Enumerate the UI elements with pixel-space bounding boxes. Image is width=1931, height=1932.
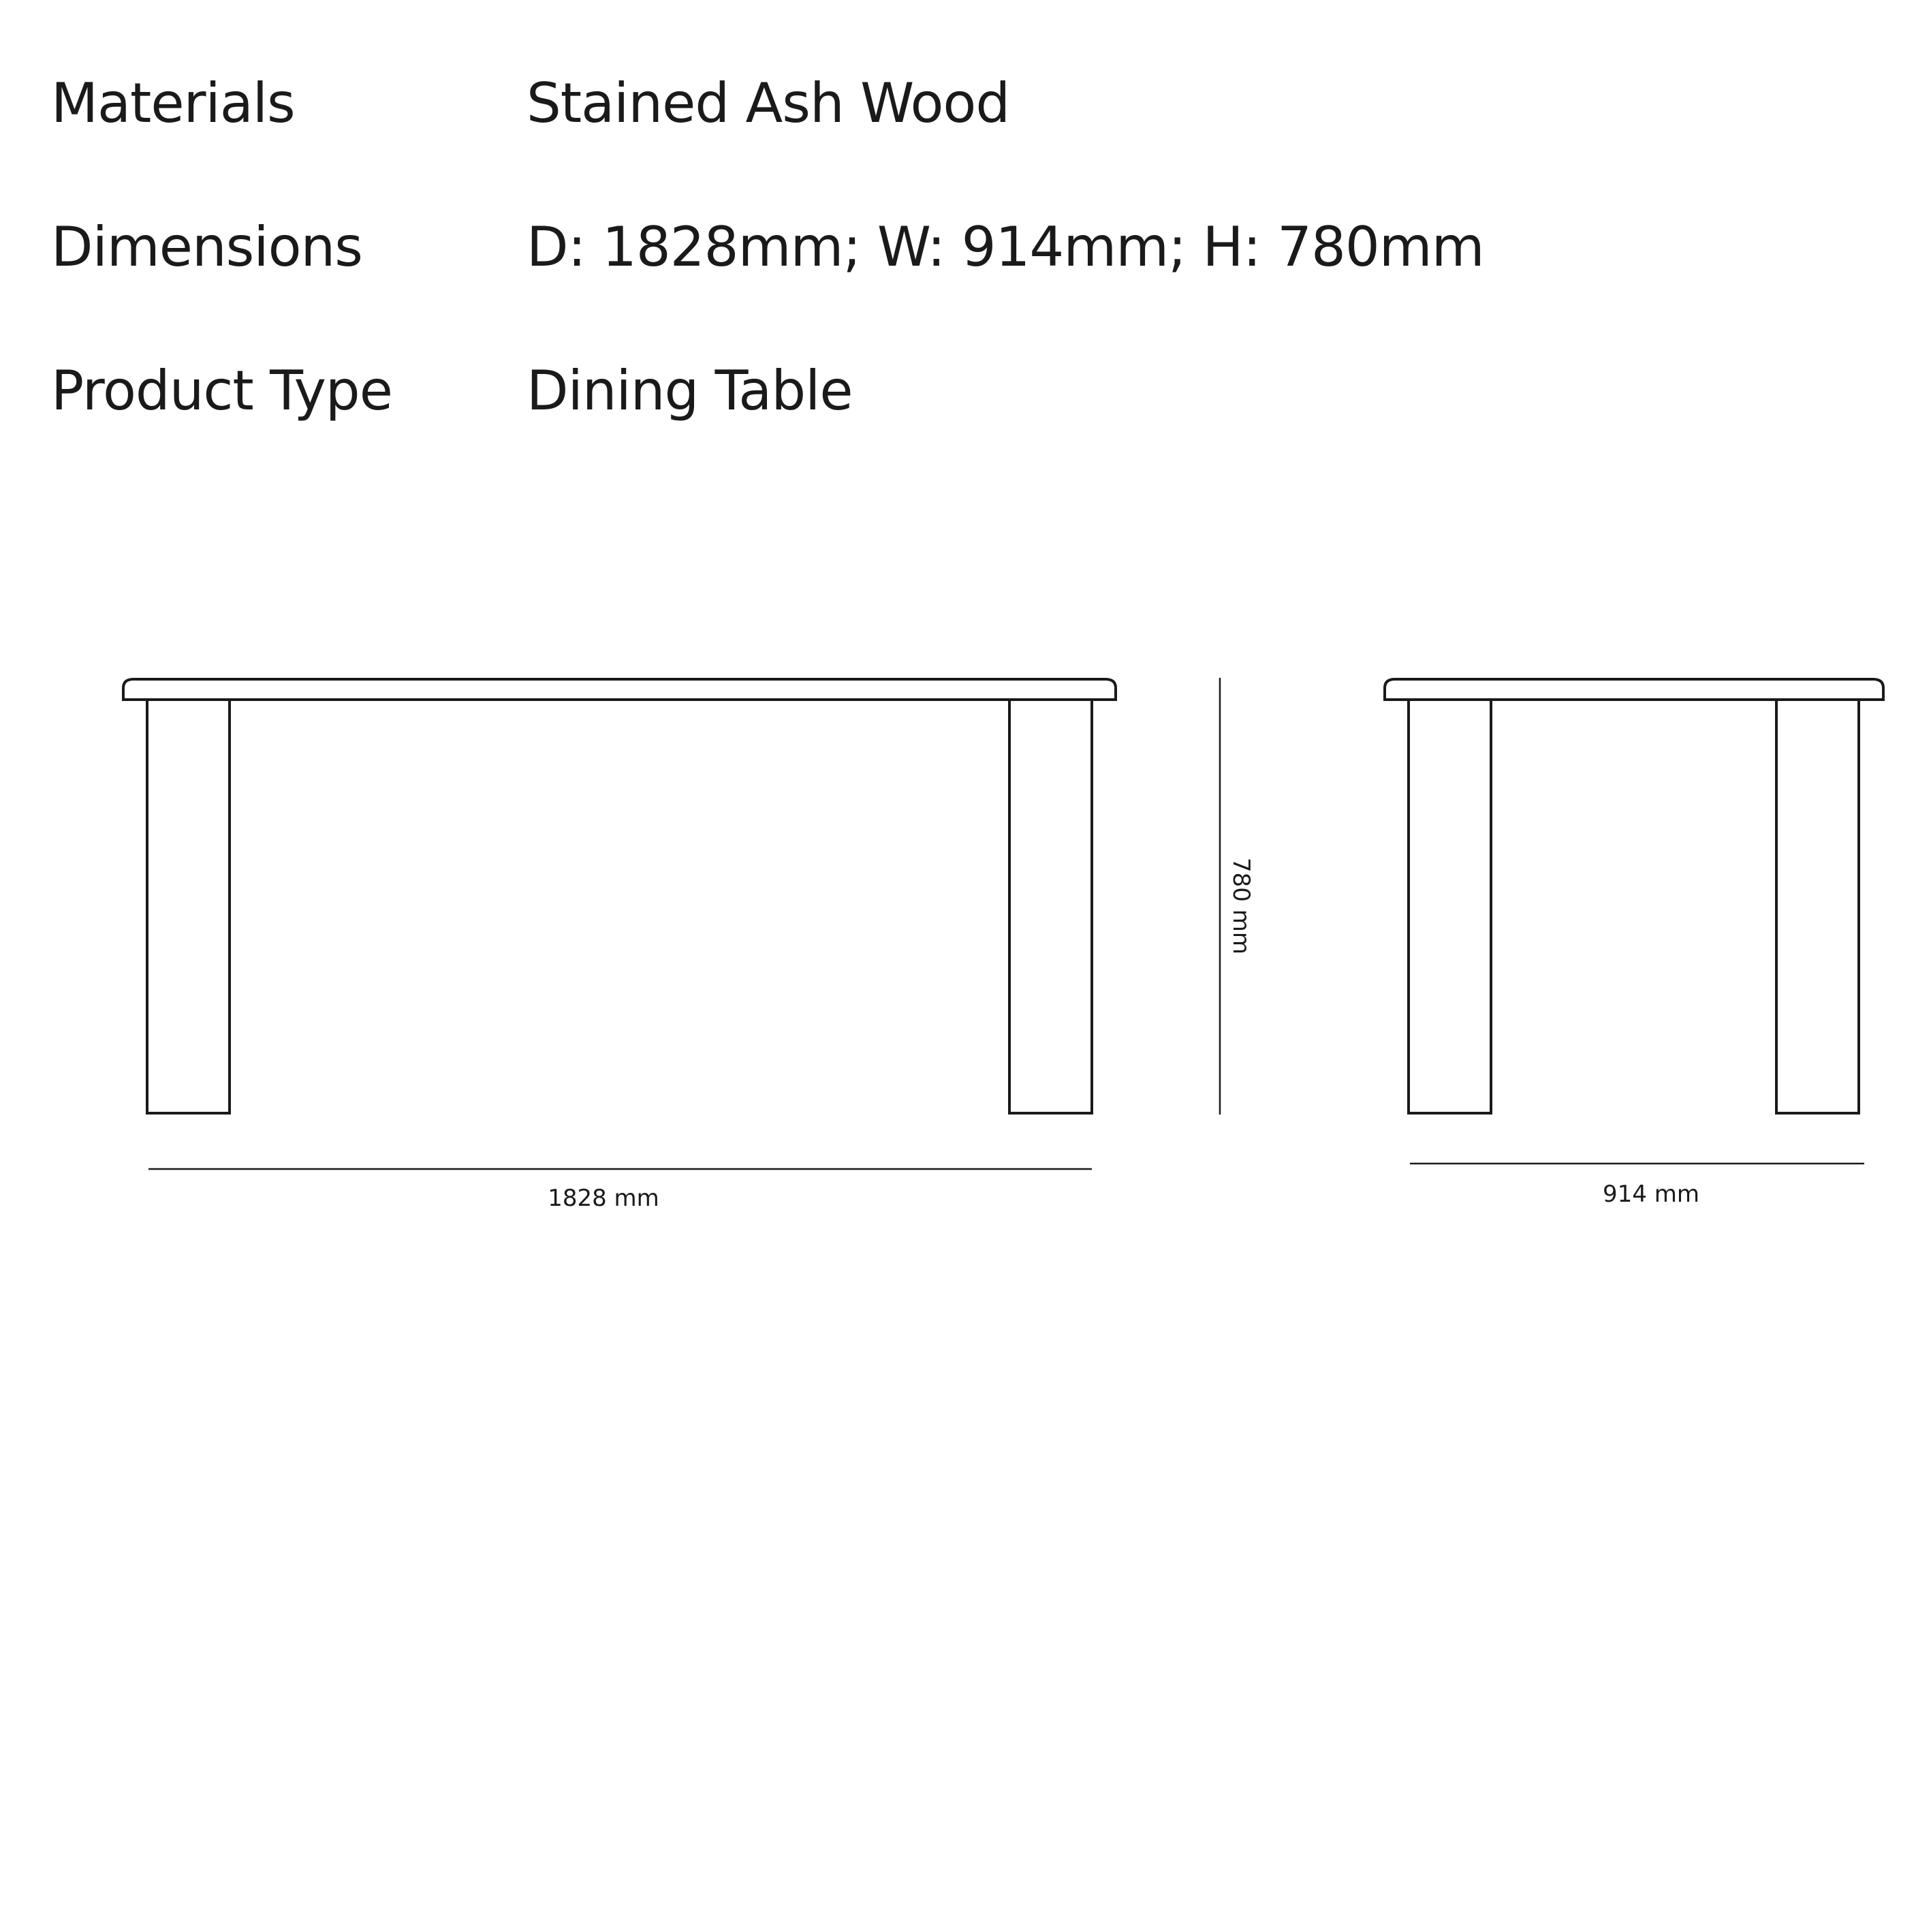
dimensions-value: D: 1828mm; W: 914mm; H: 780mm <box>527 215 1484 279</box>
product-type-label: Product Type <box>51 359 392 422</box>
table-side-view <box>1385 679 1883 1113</box>
dimensions-label: Dimensions <box>51 215 362 279</box>
materials-label: Materials <box>51 72 295 135</box>
front-tabletop <box>123 679 1116 700</box>
height-dimension-label: 780 mm <box>1227 858 1255 954</box>
side-left-leg <box>1409 700 1491 1113</box>
side-tabletop <box>1385 679 1883 700</box>
front-left-leg <box>147 700 230 1113</box>
product-type-value: Dining Table <box>527 359 853 422</box>
side-right-leg <box>1776 700 1859 1113</box>
materials-value: Stained Ash Wood <box>527 72 1010 135</box>
width-dimension-label: 914 mm <box>1603 1181 1699 1208</box>
table-front-view <box>123 679 1116 1113</box>
length-dimension-label: 1828 mm <box>548 1185 659 1212</box>
front-right-leg <box>1009 700 1092 1113</box>
